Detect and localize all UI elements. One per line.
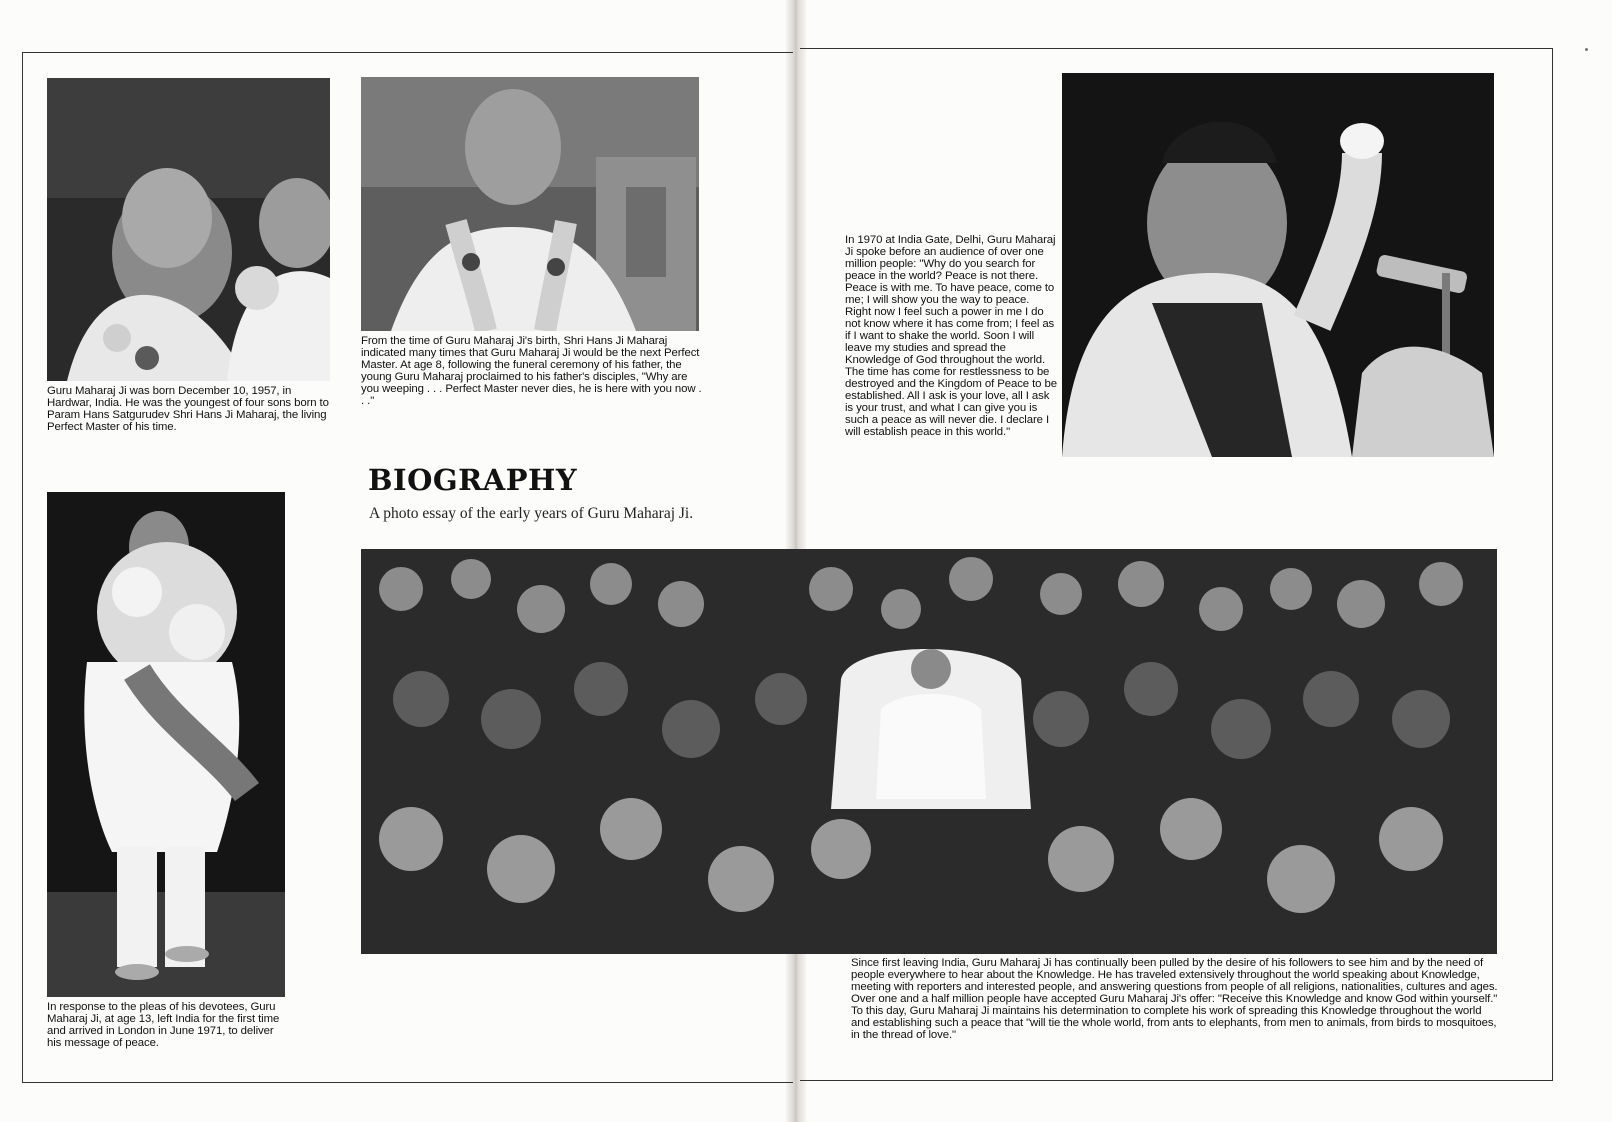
page-title: BIOGRAPHY bbox=[368, 463, 578, 497]
photo-speaking-at-microphone bbox=[1062, 73, 1494, 457]
photo-boy-with-garlands bbox=[361, 77, 699, 331]
caption-birth: Guru Maharaj Ji was born December 10, 1957, in Hardwar, India. He was the youngest of four sons born to Param Hans Satgurudev Shri Hans Ji Maharaj, the living Perfect Master of his time. bbox=[47, 385, 329, 433]
photo-crowd-of-followers bbox=[361, 549, 1497, 954]
caption-london-arrival: In response to the pleas of his devotees, Guru Maharaj Ji, at age 13, left India for the first time and arrived in London in June 1971, to deliver his message of peace. bbox=[47, 1001, 280, 1049]
caption-india-gate: In 1970 at India Gate, Delhi, Guru Maharaj Ji spoke before an audience of over one million people: "Why do you search for peace in the world? Peace is not there. Peace is with me. To have peace, come to me; I will show you the way to peace. Right now I feel such a power in me I do not know where it has come from; I feel as if I want to shake the world. Soon I will leave my studies and spread the Knowledge of God throughout the world. The time has come for restlessness to be destroyed and the Kingdom of Peace to be established. All I ask is your love, all I ask is your trust, and what I can give you is such a peace as will never die. I declare I will establish peace in this world." bbox=[845, 234, 1057, 438]
photo-father-with-infant bbox=[47, 78, 330, 381]
page-subtitle: A photo essay of the early years of Guru Maharaj Ji. bbox=[369, 505, 694, 522]
caption-age-eight: From the time of Guru Maharaj Ji's birth, Shri Hans Ji Maharaj indicated many times that Guru Maharaj Ji would be the next Perfect Master. At age 8, following the funeral ceremony of his father, the young Guru Maharaj proclaimed to his father's disciples, "Why are you weeping . . . Perfect Master never dies, he is here with you now . . ." bbox=[361, 335, 702, 407]
page-mark bbox=[1585, 48, 1588, 51]
caption-travels: Since first leaving India, Guru Maharaj Ji has continually been pulled by the desire of his followers to see him and by the need of people everywhere to hear about the Knowledge. He has traveled extensively throughout the world speaking about Knowledge, meeting with reporters and interested people, and answering questions from people of all religions, nationalities, cultures and ages. Over one and a half million people have accepted Guru Maharaj Ji's offer: "Receive this Knowledge and know God within yourself." To this day, Guru Maharaj Ji maintains his determination to complete his work of spreading this Knowledge throughout the world and establishing such a peace that "will tie the whole world, from ants to elephants, from men to animals, from birds to mosquitoes, in the thread of love." bbox=[851, 957, 1498, 1041]
photo-arrival-with-flowers bbox=[47, 492, 285, 997]
